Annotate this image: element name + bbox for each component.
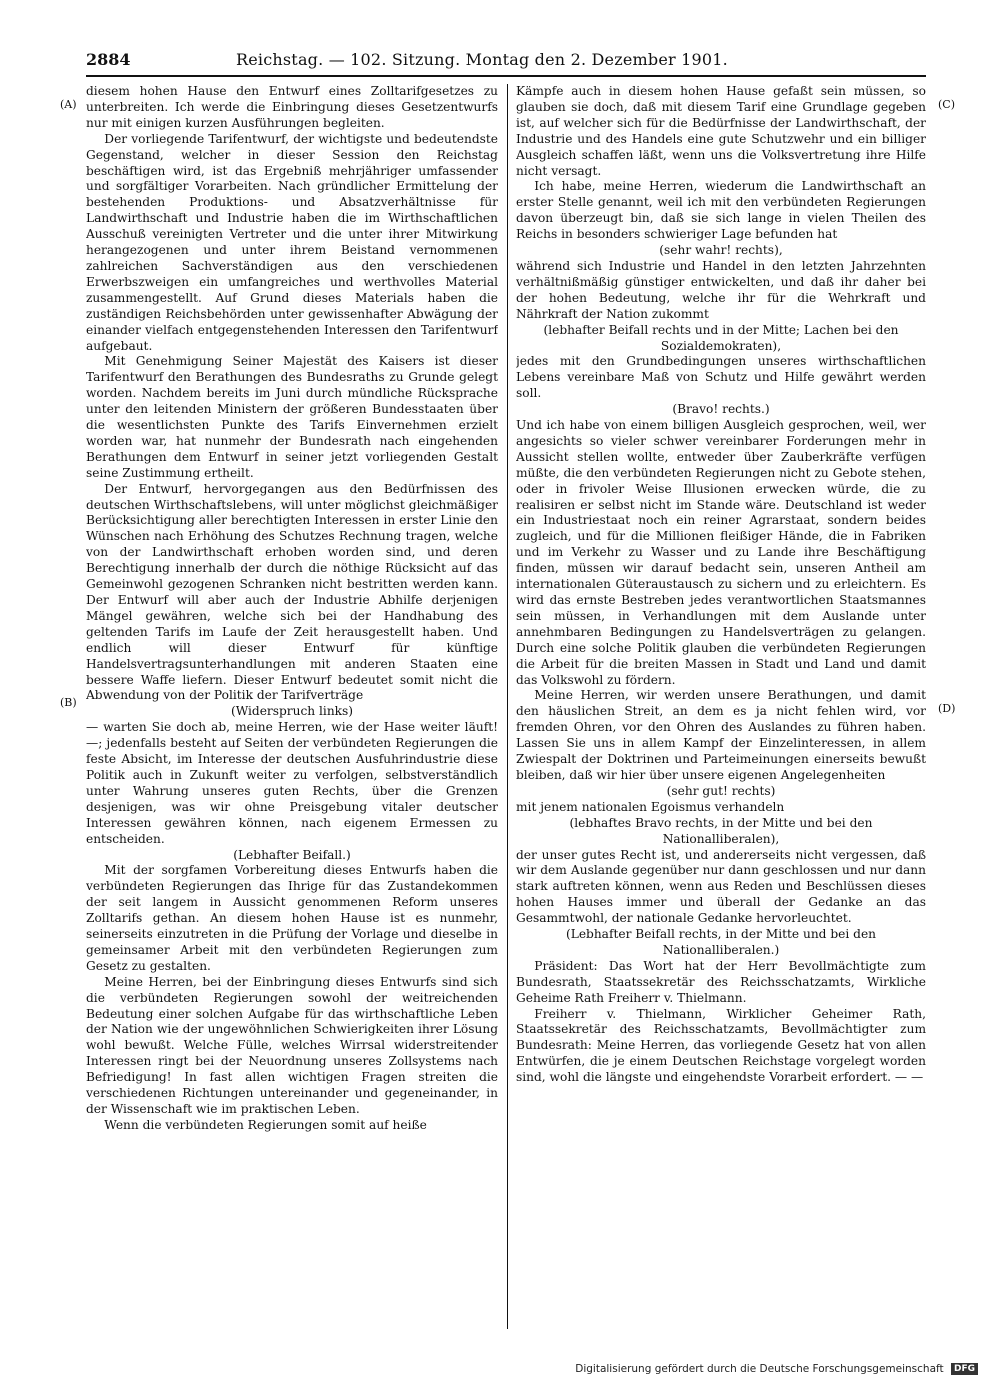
paragraph: Ich habe, meine Herren, wiederum die Landwirthschaft an erster Stelle genannt, weil ich mit den verbündeten Regierungen davon überzeugt bin, daß sie sich lange in vielen Theilen des Reichs in besonders schwieriger Lage befunden hat	[516, 179, 926, 242]
right-column	[516, 84, 926, 1324]
interjection: (Bravo! rechts.)	[672, 402, 770, 417]
interjection: (Lebhafter Beifall rechts, in der Mitte und bei den Nationalliberalen.)	[565, 927, 877, 957]
dfg-logo: DFG	[951, 1363, 978, 1375]
paragraph: mit jenem nationalen Egoismus verhandeln	[516, 799, 785, 814]
interjection: (Widerspruch links)	[230, 704, 354, 719]
margin-marker-d: (D)	[938, 702, 956, 715]
footer	[575, 1363, 978, 1375]
interjection: (lebhaftes Bravo rechts, in der Mitte und bei den Nationalliberalen),	[569, 815, 873, 846]
interjection: (sehr gut! rechts)	[666, 783, 776, 798]
paragraph: während sich Industrie und Handel in den letzten Jahrzehnten verhältnißmäßig günstiger entwickelten, und daß ihr daher bei der hohen Bedeutung, welche ihr für die Wehrkraft und Nährkraft der Nation zukommt	[516, 258, 926, 321]
header-rule	[86, 75, 926, 77]
paragraph: Meine Herren, bei der Einbringung dieses Entwurfs sind sich die verbündeten Regierungen sowohl der weitreichenden Bedeutung einer solchen Aufgabe für das wirthschaftliche Leben der Nation wie der ungewöhnlichen Schwierigkeiten ihrer Lösung wohl bewußt. Welche Fülle, welches Wirrsal widerstreitender Interessen ringt bei der Neuordnung unseres Zollsystems nach Befriedigung! In fast allen wichtigen Fragen streiten die verschiedenen Richtungen untereinander und gegeneinander, in der Wissenschaft wie im praktischen Leben.	[86, 974, 498, 1116]
paragraph: Der vorliegende Tarifentwurf, der wichtigste und bedeutendste Gegenstand, welcher in dieser Session den Reichstag beschäftigen wird, ist das Ergebniß mehrjähriger umfassender und sorgfältiger Vorarbeiten. Nach gründlicher Ermittelung der bestehenden Produktions- und Absatzverhältnisse für Landwirthschaft und Industrie haben die im Wirthschaftlichen Ausschuß vereinigten Vertreter und die unter ihrer Mitwirkung herangezogenen und unter ihrem Beistand vernommenen zahlreichen Sachverständigen aus den verschiedenen Erwerbszweigen ein umfangreiches und werthvolles Material zusammengestellt. Auf Grund dieses Materials haben die zuständigen Reichsbehörden unter gewissenhafter Abwägung der einander vielfach entgegenstehenden Interessen den Tarifentwurf aufgebaut.	[86, 131, 498, 353]
interjection: (sehr wahr! rechts),	[659, 243, 783, 258]
left-column	[86, 84, 498, 1324]
margin-marker-b: (B)	[60, 696, 77, 709]
speaker-paragraph: Präsident: Das Wort hat der Herr Bevollmächtigte zum Bundesrath, Staatssekretär des Reichsschatzamts, Wirkliche Geheime Rath Freiherr v. Thielmann.	[516, 958, 926, 1005]
paragraph: Wenn die verbündeten Regierungen somit auf heiße	[104, 1117, 427, 1132]
interjection: (lebhafter Beifall rechts und in der Mitte; Lachen bei den Sozialdemokraten),	[543, 322, 899, 353]
footer-text: Digitalisierung gefördert durch die Deutsche Forschungsgemeinschaft	[575, 1363, 944, 1375]
paragraph: Kämpfe auch in diesem hohen Hause gefaßt sein müssen, so glauben sie doch, daß mit diesem Tarif eine Grundlage gegeben ist, auf welcher sich für die Bedürfnisse der Landwirthschaft, der Industrie und des Handels eine gute Schutzwehr und ein billiger Ausgleich schaffen läßt, wenn uns die Volksvertretung ihre Hilfe nicht versagt.	[516, 84, 926, 178]
paragraph: Und ich habe von einem billigen Ausgleich gesprochen, weil, wer angesichts so vieler schwer vereinbarer Forderungen mehr in Aussicht stellen wollte, entweder über Zauberkräfte verfügen müßte, die den verbündeten Regierungen nicht zu Gebote stehen, oder in frivoler Weise Illusionen erwecken würde, die zu realisiren er selbst nicht im Stande wäre. Deutschland ist weder ein Industriestaat noch ein reiner Agrarstaat, sondern beides zugleich, und für die Millionen fleißiger Hände, die in Fabriken und im Verkehr zu Wasser und zu Lande ihre Beschäftigung finden, müssen wir darauf bedacht sein, unseren Antheil am internationalen Güteraustausch zu sichern und zu erleichtern. Es wird das ernste Bestreben jedes verantwortlichen Staatsmannes sein müssen, in Verhandlungen mit dem Auslande unter annehmbaren Bedingungen zu Handelsverträgen zu gelangen. Durch eine solche Politik glauben die verbündeten Regierungen die Arbeit für die breiten Massen in Stadt und Land und damit das Volkswohl zu fördern.	[516, 418, 926, 687]
paragraph: jedes mit den Grundbedingungen unseres wirthschaftlichen Lebens vereinbare Maß von Schutz und Hilfe gewährt werden soll.	[516, 354, 926, 401]
page-header	[86, 50, 926, 72]
column-divider	[507, 84, 508, 1329]
page-number: 2884	[86, 50, 131, 69]
running-title: Reichstag. — 102. Sitzung. Montag den 2. Dezember 1901.	[236, 50, 728, 69]
paragraph: der unser gutes Recht ist, und andererseits nicht vergessen, daß wir dem Auslande gegenüber nur dann geschlossen und nur dann stark auftreten können, wenn aus Reden und Beschlüssen dieses hohen Hauses immer und überall der Gedanke an das Gesammtwohl, der nationale Gedanke hervorleuchtet.	[516, 847, 926, 926]
margin-marker-c: (C)	[938, 98, 955, 111]
paragraph: diesem hohen Hause den Entwurf eines Zolltarifgesetzes zu unterbreiten. Ich werde die Einbringung dieses Gesetzentwurfs nur mit einigen kurzen Ausführungen begleiten.	[86, 84, 498, 130]
paragraph: — warten Sie doch ab, meine Herren, wie der Hase weiter läuft! —; jedenfalls besteht auf Seiten der verbündeten Regierungen die feste Absicht, im Interesse der deutschen Ausfuhrindustrie diese Politik auch in Zukunft weiter zu verfolgen, selbstverständlich unter Wahrung unseres guten Rechts, über die Grenzen desjenigen, was wir ohne Preisgebung vitaler deutscher Interessen gewähren können, nach eigenem Ermessen zu entscheiden.	[86, 720, 498, 846]
paragraph: Mit Genehmigung Seiner Majestät des Kaisers ist dieser Tarifentwurf den Berathungen des Bundesraths zu Grunde gelegt worden. Nachdem bereits im Juni durch mündliche Rücksprache unter den leitenden Ministern der größeren Bundesstaaten über die wesentlichsten Punkte des Tarifs Einvernehmen erzielt worden war, hat nunmehr der Bundesrath nach eingehenden Berathungen dem Entwurf in seiner jetzt vorliegenden Gestalt seine Zustimmung ertheilt.	[86, 354, 498, 480]
interjection: (Lebhafter Beifall.)	[233, 847, 351, 862]
paragraph: Meine Herren, wir werden unsere Berathungen, und damit den häuslichen Streit, an dem es ja nicht fehlen wird, vor fremden Ohren, vor den Ohren des Auslandes zu führen haben. Lassen Sie uns in allem Kampf der Einzelinteressen, in allem Zwiespalt der Doktrinen und Parteimeinungen einerseits bewußt bleiben, daß wir hier über unsere eigenen Angelegenheiten	[516, 688, 926, 782]
margin-marker-a: (A)	[60, 98, 77, 111]
speaker-paragraph: Freiherr v. Thielmann, Wirklicher Geheimer Rath, Staatssekretär des Reichsschatzamts, Bevollmächtigter zum Bundesrath: Meine Herren, das vorliegende Gesetz hat von allen Entwürfen, die je einem Deutschen Reichstage vorgelegt worden sind, wohl die längste und eingehendste Vorarbeit erfordert. — —	[516, 1006, 926, 1085]
paragraph: Mit der sorgfamen Vorbereitung dieses Entwurfs haben die verbündeten Regierungen das Ihrige für das Zustandekommen der seit langem in Aussicht genommenen Reform unseres Zolltarifs gethan. An diesem hohen Hause ist es nunmehr, seinerseits einzutreten in die Prüfung der Vorlage und dieselbe in gemeinsamer Arbeit mit den verbündeten Regierungen zum Gesetz zu gestalten.	[86, 863, 498, 973]
paragraph: Der Entwurf, hervorgegangen aus den Bedürfnissen des deutschen Wirthschaftslebens, will unter möglichst gleichmäßiger Berücksichtigung aller berechtigten Interessen in erster Linie den Wünschen nach Erhöhung des Schutzes Rechnung tragen, welche von der Landwirthschaft erhoben worden sind, und deren Berechtigung innerhalb der durch die nöthige Rücksicht auf das Gemeinwohl gezogenen Schranken nicht bestritten werden kann. Der Entwurf will aber auch der Industrie Abhilfe derjenigen Mängel gewähren, welche sich bei der Handhabung des geltenden Tarifs im Laufe der Zeit herausgestellt haben. Und endlich will dieser Entwurf für künftige Handelsvertragsunterhandlungen mit anderen Staaten eine bessere Waffe liefern. Dieser Entwurf bedeutet somit nicht die Abwendung von der Politik der Tarifverträge	[86, 481, 498, 703]
